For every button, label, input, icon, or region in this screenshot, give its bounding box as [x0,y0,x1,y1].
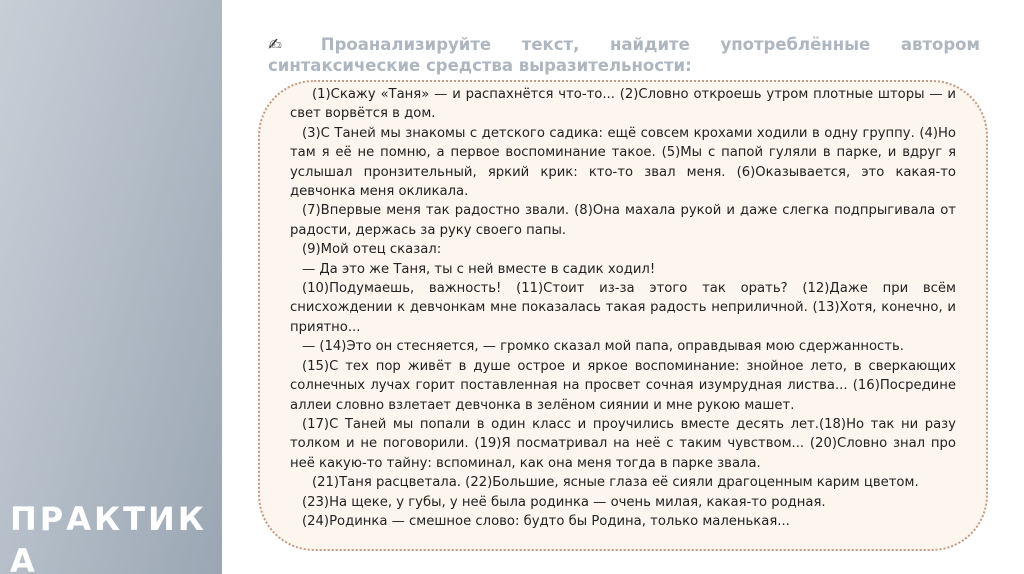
paragraph: (3)С Таней мы знакомы с детского садика: ещё совсем крохами ходили в одну группу. (4)Но там я её не помню, а первое воспоминание такое. (5)Мы с папой гуляли в парке, и вдруг я услышал пронзительный, яркий крик: кто-то звал меня. (6)Оказывается, это какая-то девчонка меня окликала. [290,125,956,200]
paragraph: (15)С тех пор живёт в душе острое и яркое воспоминание: знойное лето, в сверкающих солнечных лучах горит поставленная на просвет сочная изумрудная листва... (16)Посредине аллеи словно взлетает девчонка в зелёном сиянии и мне рукою машет. [290,358,956,413]
paragraph: — (14)Это он стесняется, — громко сказал мой папа, оправдывая мою сдержанность. [302,339,904,355]
paragraph: (17)С Таней мы попали в один класс и проучились вместе десять лет.(18)Но так ни разу толком и не поговорили. (19)Я посматривал на неё с таким чувством... (20)Словно знал про неё какую-то тайну: вспоминал, как она меня тогда в парке звала. [290,416,956,471]
side-panel [0,0,222,574]
paragraph: (10)Подумаешь, важность! (11)Стоит из-за этого так орать? (12)Даже при всём снисхождении к девчонкам мне показалась такая радость неприличной. (13)Хотя, конечно, и приятно... [290,281,956,335]
writing-hand-icon: ✍ [268,35,307,54]
text-box [258,80,988,551]
task-heading-text: Проанализируйте текст, найдите употреблённые автором синтаксические средства выразительности: [268,35,981,75]
paragraph: (24)Родинка — смешное слово: будто бы Родина, только маленькая... [302,513,790,529]
paragraph: (9)Мой отец сказал: [302,242,442,258]
section-title: ПРАКТИКА [10,500,207,574]
task-heading [268,34,980,76]
paragraph: (23)На щеке, у губы, у неё была родинка — очень милая, какая-то родная. [302,494,826,510]
paragraph: (1)Скажу «Таня» — и распахнётся что-то... (2)Словно откроешь утром плотные шторы — и свет ворвётся в дом. [290,87,956,122]
paragraph: — Да это же Таня, ты с ней вместе в садик ходил! [302,261,656,277]
paragraph: (21)Таня расцветала. (22)Большие, ясные глаза её сияли драгоценным карим цветом. [312,475,919,491]
paragraph: (7)Впервые меня так радостно звали. (8)Она махала рукой и даже слегка подпрыгивала от радости, держась за руку своего папы. [290,203,956,238]
